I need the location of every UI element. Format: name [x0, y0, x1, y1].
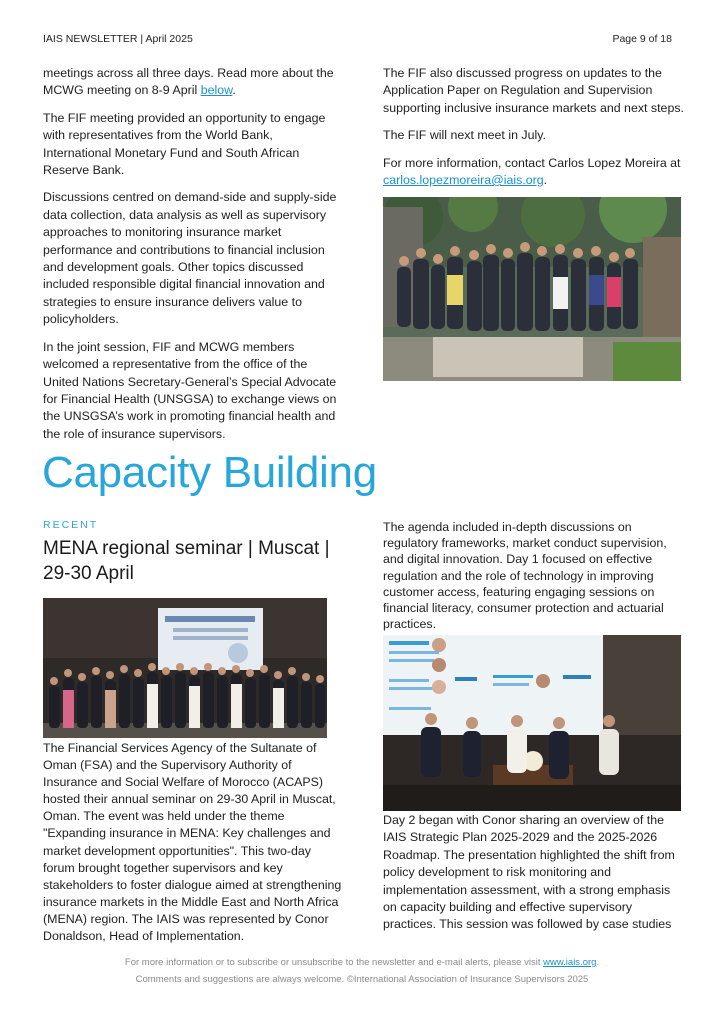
fif-right-column [383, 65, 688, 199]
fif-paragraph-6: The FIF will next meet in July. [383, 128, 546, 143]
mena-paragraph-1: The Financial Services Agency of the Sultanate of Oman (FSA) and the Supervisory Authority of Insurance and Social Welfare of Morocco (ACAPS) hosted their annual seminar on 29-30 April in Muscat, Oman. The event was held under the theme "Expanding insurance in MENA: Key challenges and market development opportunities". This two-day forum brought together supervisors and key stakeholders to foster dialogue aimed at strengthening insurance markets in the Middle East and North Africa (MENA) region. The IAIS was represented by Conor Donaldson, Head of Implementation. [43, 741, 342, 944]
mena-panel-photo [383, 635, 681, 811]
fif-paragraph-4: In the joint session, FIF and MCWG members welcomed a representative from the office of the United Nations Secretary-General’s Special Advocate for Financial Health (UNSGSA) to exchange views on the UNSGSA’s work in promoting financial health and the role of insurance supervisors. [43, 339, 337, 441]
fif-group-photo [383, 197, 681, 381]
seminar-title: MENA regional seminar | Muscat | 29-30 April [43, 538, 330, 584]
mena-paragraph-3: Day 2 began with Conor sharing an overview of the IAIS Strategic Plan 2025-2029 and the 2025-2026 Roadmap. The presentation highlighted the shift from policy development to risk monitoring and implementation assessment, with a strong emphasis on capacity building and effective supervisory practices. This session was followed by case studies [383, 813, 675, 932]
mena-right-column-bottom [383, 812, 683, 944]
page-number: Page 9 of 18 [612, 33, 672, 45]
mena-left-column [43, 740, 343, 955]
fif-paragraph-1: meetings across all three days. Read more about the MCWG meeting on 8-9 April below. [43, 66, 334, 98]
fif-paragraph-2: The FIF meeting provided an opportunity to engage with representatives from the World Bank, International Monetary Fund and South African Reserve Bank. [43, 110, 326, 178]
mena-seminar-group-photo [43, 598, 327, 738]
iais-website-link[interactable]: www.iais.org [543, 957, 597, 968]
below-link[interactable]: below [200, 83, 233, 98]
email-link[interactable]: carlos.lopezmoreira@iais.org [383, 173, 544, 188]
fif-paragraph-3: Discussions centred on demand-side and supply-side data collection, data analysis as well as supervisory approaches to monitoring insurance market performance and contributions to financial inclusion and development goals. Other topics discussed included responsible digital financial innovation and strategies to ensure insurance delivers value to policyholders. [43, 190, 337, 327]
footer-subscribe-line: For more information or to subscribe or unsubscribe to the newsletter and e-mail alerts, please visit www.iais.org. [124, 957, 600, 968]
mena-paragraph-2: The agenda included in-depth discussions on regulatory frameworks, market conduct supervision, and digital innovation. Day 1 focused on effective regulation and the role of technology in improving customer access, featuring engaging sessions on financial literacy, consumer protection and actuarial practices. [383, 520, 667, 632]
newsletter-header-title: IAIS NEWSLETTER | April 2025 [43, 33, 193, 45]
footer-copyright: Comments and suggestions are always welcome. ©International Association of Insurance Supervisors 2025 [135, 974, 589, 985]
fif-paragraph-5: The FIF also discussed progress on updates to the Application Paper on Regulation and Supervision supporting inclusive insurance markets and next steps. [383, 66, 684, 115]
fif-left-column [43, 65, 343, 453]
section-title: Capacity Building [42, 448, 377, 497]
fif-contact-paragraph: For more information, contact Carlos Lopez Moreira at carlos.lopezmoreira@iais.org. [383, 155, 681, 188]
mena-right-column-top [383, 519, 683, 642]
recent-label: RECENT [43, 519, 99, 531]
